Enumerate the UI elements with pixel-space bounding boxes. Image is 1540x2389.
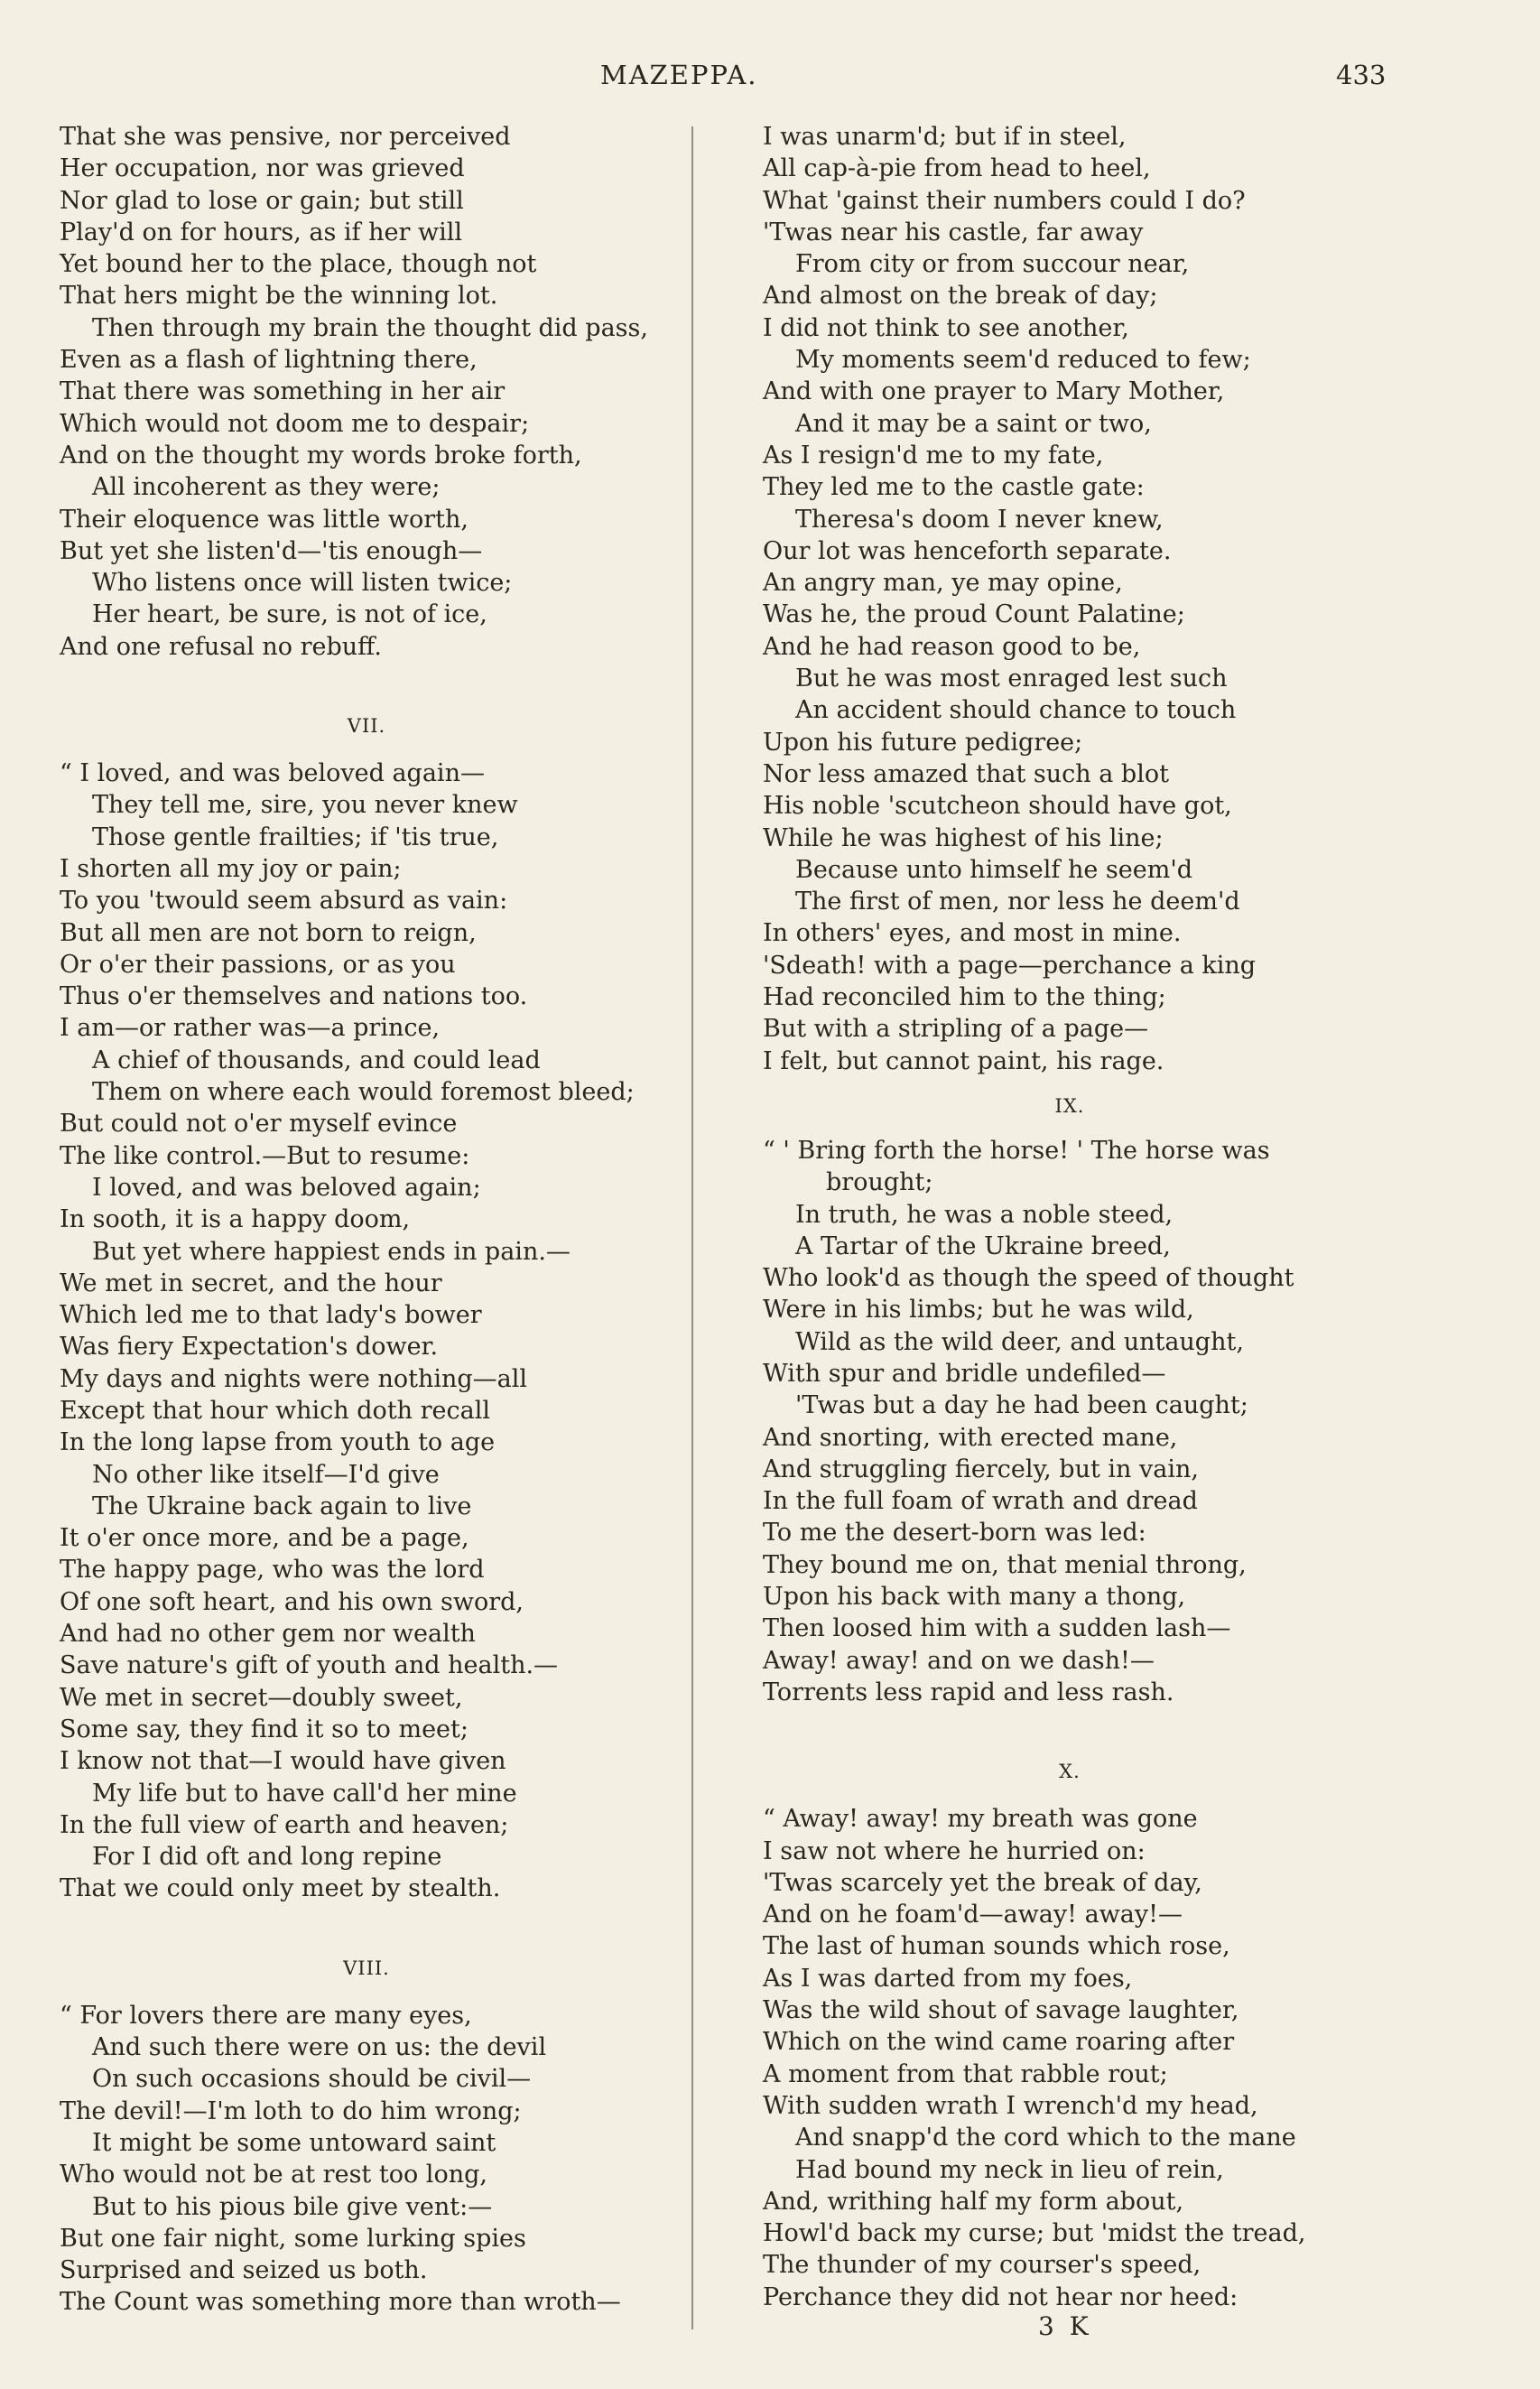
section-heading-x: X. [1059,1761,1081,1783]
verse-line: The devil!—I'm loth to do him wrong; [60,2096,522,2125]
verse-line: And struggling fiercely, but in vain, [763,1455,1199,1483]
section-heading-ix: IX. [1054,1094,1085,1117]
verse-line: For I did oft and long repine [92,1843,442,1872]
verse-line: The first of men, nor less he deem'd [795,888,1240,916]
verse-line: Of one soft heart, and his own sword, [60,1587,524,1616]
verse-line: In others' eyes, and most in mine. [763,919,1182,948]
verse-line: brought; [826,1168,933,1197]
verse-line: Which led me to that lady's bower [60,1301,482,1330]
verse-line: In the long lapse from youth to age [60,1428,496,1457]
verse-line: And almost on the break of day; [763,282,1158,311]
verse-line: Upon his future pedigree; [763,728,1083,757]
verse-line: To me the desert-born was led: [763,1519,1146,1548]
verse-line: And such there were on us: the devil [92,2033,547,2062]
stanza-ix [763,1135,1386,1708]
verse-line: Was fiery Expectation's dower. [60,1333,439,1362]
verse-line: An accident should chance to touch [795,696,1237,725]
verse-line: Torrents less rapid and less rash. [763,1678,1174,1706]
signature-mark: 3 K [1038,2311,1092,2341]
verse-line: As I resign'd me to my fate, [763,441,1104,469]
verse-line: A moment from that rabble rout; [763,2059,1168,2088]
verse-line: Theresa's doom I never knew, [795,505,1164,534]
verse-line: Upon his back with many a thong, [763,1583,1186,1612]
verse-line: His noble 'scutcheon should have got, [763,792,1232,821]
verse-line: But with a stripling of a page— [763,1015,1149,1044]
verse-line: That she was pensive, nor perceived [60,123,511,151]
verse-line: Yet bound her to the place, though not [60,250,537,279]
verse-line: Save nature's gift of youth and health.— [60,1651,559,1680]
verse-line: Some say, they find it so to meet; [60,1715,468,1743]
verse-line: And he had reason good to be, [763,632,1141,661]
verse-line: Which on the wind came roaring after [763,2028,1235,2057]
verse-line: And on he foam'd—away! away!— [763,1901,1183,1929]
stanza-vii [60,758,682,1905]
verse-line: In sooth, it is a happy doom, [60,1205,411,1234]
verse-line: No other like itself—I'd give [92,1460,440,1489]
verse-line: A Tartar of the Ukraine breed, [795,1232,1171,1260]
verse-line: I loved, and was beloved again; [92,1173,481,1202]
verse-line: But one fair night, some lurking spies [60,2224,526,2253]
verse-line: I felt, but cannot paint, his rage. [763,1046,1164,1075]
verse-line: It might be some untoward saint [92,2128,496,2157]
verse-line: The happy page, who was the lord [60,1556,485,1585]
stanza-x [763,1803,1386,2313]
verse-line: Nor glad to lose or gain; but still [60,186,464,215]
verse-line: But he was most enraged lest such [795,665,1228,693]
verse-line: Were in his limbs; but he was wild, [763,1296,1194,1325]
verse-line: A chief of thousands, and could lead [92,1046,541,1074]
verse-line: And one refusal no rebuff. [60,632,382,661]
verse-line: The like control.—But to resume: [60,1141,470,1170]
right-column [763,121,1386,2313]
verse-line: Howl'd back my curse; but 'midst the tread, [763,2219,1306,2248]
stanza-viii [60,2000,682,2319]
verse-line: Them on where each would foremost bleed; [92,1078,635,1107]
verse-line: I saw not where he hurried on: [763,1836,1146,1865]
verse-line: In the full view of earth and heaven; [60,1810,509,1839]
verse-line: “ I loved, and was beloved again— [60,759,485,788]
verse-line: On such occasions should be civil— [92,2065,532,2094]
left-column [60,121,682,2319]
verse-line: That there was something in her air [60,377,506,406]
verse-line: We met in secret—doubly sweet, [60,1683,463,1712]
verse-line: While he was highest of his line; [763,823,1164,852]
verse-line: Thus o'er themselves and nations too. [60,982,528,1011]
verse-line: But could not o'er myself evince [60,1110,458,1139]
verse-line: The thunder of my courser's speed, [763,2251,1201,2280]
verse-line: And had no other gem nor wealth [60,1620,476,1649]
verse-line: Their eloquence was little worth, [60,505,469,534]
verse-line: Wild as the wild deer, and untaught, [795,1327,1244,1356]
verse-line: Which would not doom me to despair; [60,409,530,438]
verse-line: 'Twas near his castle, far away [763,218,1144,246]
verse-line: And snorting, with erected mane, [763,1423,1178,1452]
verse-line: I know not that—I would have given [60,1747,506,1776]
verse-line: All cap-à-pie from head to heel, [763,154,1151,183]
verse-line: But yet where happiest ends in pain.— [92,1237,571,1266]
verse-line: And it may be a saint or two, [795,409,1152,438]
verse-line: My days and nights were nothing—all [60,1364,528,1393]
verse-line: Perchance they did not hear nor heed: [763,2282,1238,2311]
verse-line: The last of human sounds which rose, [763,1932,1230,1961]
verse-line: Nor less amazed that such a blot [763,759,1169,788]
verse-line: “ Away! away! my breath was gone [763,1805,1198,1834]
verse-line: Surprised and seized us both. [60,2256,428,2285]
verse-line: As I was darted from my foes, [763,1964,1133,1993]
verse-line: Even as a flash of lightning there, [60,346,478,375]
verse-line: Who would not be at rest too long, [60,2161,487,2189]
verse-line: Had reconciled him to the thing; [763,983,1166,1012]
section-heading-vii: VII. [347,715,386,738]
verse-line: In truth, he was a noble steed, [795,1200,1174,1229]
verse-line: With sudden wrath I wrench'd my head, [763,2091,1258,2120]
verse-line: That hers might be the winning lot. [60,282,498,311]
section-heading-viii: VIII. [343,1957,390,1979]
verse-line: They bound me on, that menial throng, [763,1550,1247,1579]
verse-line: And snapp'd the cord which to the mane [795,2124,1296,2152]
verse-line: We met in secret, and the hour [60,1269,442,1297]
verse-line: And with one prayer to Mary Mother, [763,377,1225,406]
verse-line: But to his pious bile give vent:— [92,2192,493,2221]
verse-line: I did not think to see another, [763,313,1129,342]
verse-line: But yet she listen'd—'tis enough— [60,536,483,565]
verse-line: Was the wild shout of savage laughter, [763,1996,1239,2025]
verse-line: Was he, the proud Count Palatine; [763,600,1185,629]
verse-line: Then loosed him with a sudden lash— [763,1614,1231,1643]
verse-line: The Count was something more than wroth— [60,2288,621,2317]
verse-line: “ For lovers there are many eyes, [60,2001,472,2030]
verse-line: An angry man, ye may opine, [763,569,1123,598]
verse-line: Away! away! and on we dash!— [763,1646,1155,1675]
verse-line: Then through my brain the thought did pass, [92,313,648,342]
running-title: MAZEPPA. [600,60,758,90]
column-divider [691,126,693,2329]
verse-line: Who look'd as though the speed of thought [763,1264,1294,1293]
verse-line: From city or from succour near, [795,250,1190,279]
verse-line: Who listens once will listen twice; [92,569,513,598]
verse-line: Or o'er their passions, or as you [60,950,456,979]
verse-line: Play'd on for hours, as if her will [60,218,462,246]
verse-line: And, writhing half my form about, [763,2187,1184,2216]
verse-line: Her heart, be sure, is not of ice, [92,600,487,629]
verse-line: Our lot was henceforth separate. [763,536,1172,565]
verse-line: Those gentle frailties; if 'tis true, [92,823,499,851]
verse-line: My moments seem'd reduced to few; [795,346,1251,375]
page-number: 433 [1336,60,1387,90]
verse-line: But all men are not born to reign, [60,918,477,947]
verse-line: Her occupation, nor was grieved [60,154,465,183]
verse-line: What 'gainst their numbers could I do? [763,186,1246,215]
verse-line: With spur and bridle undefiled— [763,1359,1166,1388]
stanza-viii-continued [763,121,1386,1077]
verse-line: To you 'twould seem absurd as vain: [60,887,508,916]
verse-line: 'Twas but a day he had been caught; [795,1391,1248,1420]
verse-line: Had bound my neck in lieu of rein, [795,2155,1224,2184]
verse-line: And on the thought my words broke forth, [60,441,582,469]
verse-line: I shorten all my joy or pain; [60,854,402,883]
stanza-continued [60,121,682,663]
verse-line: “ ' Bring forth the horse! ' The horse was [763,1136,1270,1165]
verse-line: They led me to the castle gate: [763,473,1145,502]
verse-line: 'Twas scarcely yet the break of day, [763,1868,1202,1897]
verse-line: All incoherent as they were; [92,473,441,502]
verse-line: The Ukraine back again to live [92,1492,472,1520]
verse-line: 'Sdeath! with a page—perchance a king [763,951,1257,980]
verse-line: It o'er once more, and be a page, [60,1524,469,1553]
verse-line: My life but to have call'd her mine [92,1779,517,1808]
verse-line: Because unto himself he seem'd [795,855,1193,884]
verse-line: Except that hour which doth recall [60,1396,491,1425]
verse-line: In the full foam of wrath and dread [763,1487,1198,1516]
verse-line: That we could only meet by stealth. [60,1874,501,1903]
verse-line: I am—or rather was—a prince, [60,1014,441,1043]
verse-line: I was unarm'd; but if in steel, [763,123,1127,151]
page-header [0,60,1540,96]
verse-line: They tell me, sire, you never knew [92,791,518,820]
